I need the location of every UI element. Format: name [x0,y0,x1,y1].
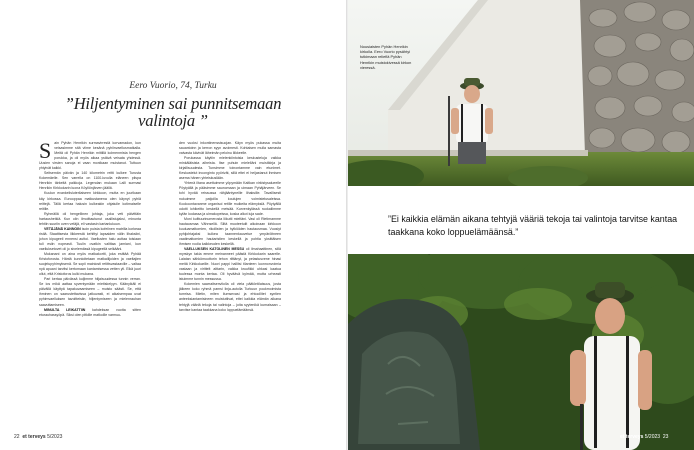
paragraph: Mukanani on aina myös matkakortti, joka esittää Pyhää Kristoforosta. Häntä kunnioitetaan matkailijoiden ja vaeltajien suojelupyhimyksenä. Se sopii mainiosti retittsvastaaville – valtaa nyä apuani tarvitsi kertomaan kantamisessa vetten yli. Eikä juuri ollut, että Kristoforos kulki mukana. [39,252,141,277]
paragraph: den vuoksi inkontinenssisuojan. Käyn myös pukassa muita sauantoinn ja kerron syyn avoimesti. Kohtaisen mulla samasta vaivasta kävivät läheimän peloinu liikkeelle. [179,141,281,156]
subhead-lead: VAELLUKSEN KATOLINEN MESSU [184,246,245,251]
left-page-footer [14,434,62,440]
subhead-lead: VETÄJÄNÄ KANNOIN [44,226,81,231]
paragraph-text: oli ilmahaattinen, sillä myrskyn takia emme meinanneet päästä Kirkkokarin saarelle. Laiatan sähkömoottorin tehon riittänyt, ja pelastusvene hinasi meitä Kirkkokarille. Nuori pappi hallitsi tilanteen luonnonvoimia vastaan ja virittelt alttarin, vaikka kruufikki uhkasi kaatua tuulessa monta kertaa. Oli hyväävä kylmää, mutta urheasti istuimme tunnin messussa. [179,246,281,282]
text-column-2 [179,141,281,313]
paragraph: Kokemien saarraitsenviiolla oli viela päätöntilaisuus, josta jälkeen koko ryhmä pamsi linja-autolla Turkuun poukmoimista tumrisa. Mietin, miten ilumsevasí ja ehtoollitet syntien anteeksiantamisineen muistuttivat, ettei kaikkia elämän aikana tehtyjä vääriä tekoja tai valintoja – joita syytenikä kumaisaan – tarvitse kantaa taakkana koko loppuelämäänsä. [179,282,281,312]
paragraph: ain Pyhän Henrikin surmavirrestä korvamadon, kun veisasimme sitä viime kesänä pyhiinvaellusmatkalla. Meitä oli Pyhän Henrikin mittillä kolmenmista hengen porukka, ja oli myös aikaa ystävä veisata yhdessä. Uusien virsien sanoja ei vaan monikaan muistanut. Tuttuun yhtyivät kaikki. [39,141,141,171]
text-column-1 [39,138,142,318]
paragraph: Moni kulttuurinumerosta liikutti mieltäni. Vasi oli Rietimamme hautausmaa Vähnsellä. Siltä muoteetuiit aikoinaan kirkkoon kuuluamattomien, rikollisten ja hylkiöiden hautausmaa. Vuosiyt pyhijohtajaksi kulkea taannenkauvelue ympäröitneen vaatimattomien hautaristien keskellä ja pohtia yksittäisen ihmisen roolia kaikkeuden keskellä. [179,216,281,246]
paragraph: Kuulun evankelisluterilaiseen kirkkoon, mutta en juurikaan käy kirkossa. Eurooppaa matkustanena olen käynyt pyhiä reittejä. Tällä kertaa halusin kulkeakin ohjatulle kotimaiselle reitille. [39,191,141,211]
column-2-body [179,141,281,313]
paragraph-with-subhead [39,308,141,318]
byline: Eero Vuorio, 74, Turku [129,81,217,91]
church-photo [348,0,694,186]
paragraph: Ryhmällä oli hengellinen johtaja, joka veti päivittäin hartaushetkiä. Kun olin ilmoittautunut osallistujaksi, minunta tehtiin suuriin oven vetäjä, eli vastasin kartanlukuun. [39,211,141,226]
page-number-right: 23 [662,434,669,440]
paragraph-text: isoin puista kofeiinen matrilla korkeaa ristiä. Staattisesta liikkeestä kehittyi lapsaiden välin lihaksiini, johon kipugeeli ennensi auttoi. Vaellusten halu auttaa toisiaan tuli esiin nopeasti. Tuulin ovatkin valittaa jamiani, kun vaelluksetovet oli jo sivelemässä kipugeeliä selkääni. [39,226,142,251]
photo-caption: Nousiaisten Pyhän Henrikin kirkolla. Eero Vuorio pysähtyi tutkimaan reliefiä Pyhän Henrikin muistokivessä kirkon vieressä. [360,44,412,70]
relief-photo-illustration [348,254,694,450]
paragraph-text: kahdeksan vuotta sitten eturauhassyöpä. Siksi olen pitkille matkoille varmuu- [39,307,141,317]
brand-left: et terveys [22,434,46,440]
right-page-footer [620,434,668,440]
paragraph: Yhtenä iltana asettuimme yöpymään Kaitkan virkistysalueelle Pöytyällä ja pääsimme saunomaan ja uimaan Pyhäjärveen. Se tohi hyvää reissussa rähjääntyneille lihaksille. Tavallisesti nukuimme patjoilla koulujen voimistelusaleissa. Kookoontavanme organisoi retille muikeita elämyksiä. Pöytyällä odotti lohikeitto keskellä metsää. Kurvenkylässä ruokailimme kylän kodassa ja uimakopeissa, koska alkot iuja sade. [179,181,281,216]
subhead-lead: MINULTA LEIKATTIIN [44,307,86,312]
right-page [348,0,694,450]
issue-right: 5/2023 [644,434,661,440]
left-page [0,0,346,450]
paragraph: Seitsemän päivän ja 140 kilometrin reitti kulkee Turusta Kokemäelle. Sen varrella on 1100-luvulla eläneen piispa Henrikin tärkeitä paikkoja. Legendan mukaan Lalli surmasi Henrikin Kirkkokarin luona Köyliönjärven jäällä. [39,171,141,191]
issue-left: 5/2023 [47,434,63,440]
paragraph: Pari kertaa päivässä kuljimme hiljaisuudessa tunnin verran. Se ios mikä aattaa syventymään mietiskelyyn. Käänyikäli ei päivällä käyttyä tapakuvaamiseen – muisto säästi. Se, että ihminen on saarustettavissa jatkuvasti, ei aikaisempaa uvat pyhimvaelluksen tavoitteisiin, hiljentymiseen ja mielenrauhan saavuttamiseen. [39,277,141,307]
church-photo-illustration [348,0,694,186]
article-headline: ”Hiljentyminen sai punnitsemaan valintoja ” [64,94,282,130]
page-number-left: 22 [14,434,20,440]
brand-right: et terveys [620,434,644,440]
relief-photo [348,254,694,450]
paragraph-with-subhead [39,227,141,252]
paragraph-with-subhead [179,247,281,282]
pull-quote: ”Ei kaikkia elämän aikana tehtyjä vääriä tekoja tai valintoja tarvitse kantaa taakkana koko loppuelämäänsä.” [388,214,678,237]
paragraph: Porukassa käytiin mielenkiintoisia keskusteluja vaikka minkäläisista aiheista. Itse puhuin mielelläni muistikirja ja kirjallisuudesta. Tunsimme toinontamme vain etunimet. Keskustelut inconginto pyörivät, sillä ettei ei heijastanut ihmisen asema hänen yhteiskuslään. [179,156,281,181]
drop-cap: S [39,138,52,163]
column-1-body [39,138,142,318]
